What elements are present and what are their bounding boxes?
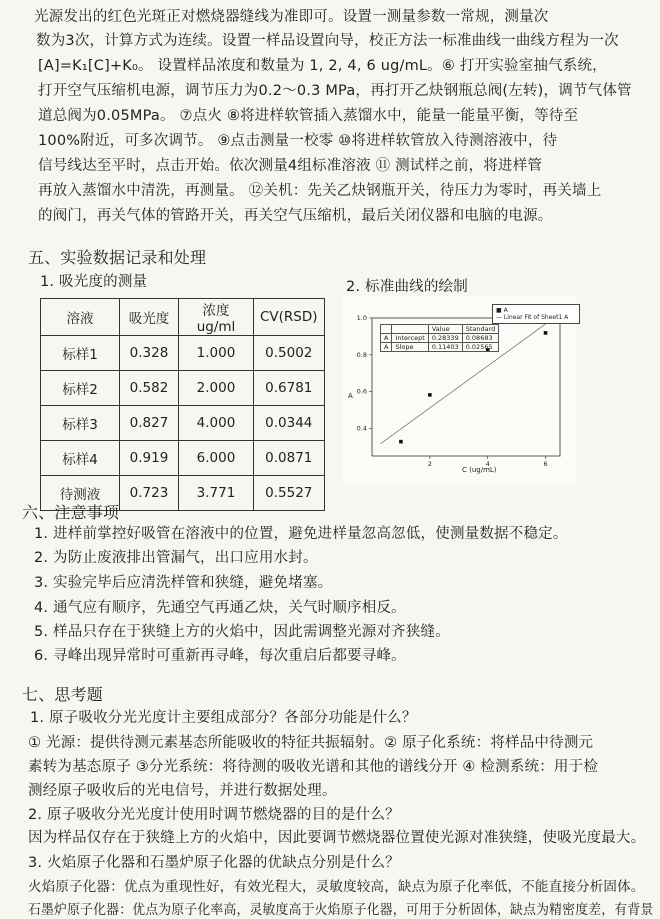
stats-cell: 0.02565 — [462, 343, 499, 352]
answer-line: 石墨炉原子化器：优点为原子化率高，灵敏度高于火焰原子化器，可用于分析固体，缺点为精密度差，有背景 — [28, 902, 654, 918]
table-cell: 3.771 — [179, 476, 254, 511]
calibration-chart — [342, 296, 576, 484]
table-cell: 0.6781 — [254, 371, 325, 406]
intro-line: 的阀门，再关气体的管路开关，再关空气压缩机，最后关闭仪器和电脑的电源。 — [38, 208, 553, 224]
stats-header — [392, 325, 428, 334]
data-point — [399, 440, 403, 444]
table-row — [41, 406, 325, 441]
absorbance-table — [40, 298, 325, 511]
intro-line: 再放入蒸馏水中清洗，再测量。 ⑫关机：先关乙炔钢瓶开关，待压力为零时，再关墙上 — [38, 183, 602, 199]
note-item: 1. 进样前掌控好吸管在溶液中的位置，避免进样量忽高忽低，使测量数据不稳定。 — [34, 526, 568, 542]
stats-cell: 0.08683 — [462, 334, 499, 343]
x-tick-label: 2 — [427, 460, 432, 468]
note-item: 5. 样品只存在于狭缝上方的火焰中，因此需调整光源对齐狭缝。 — [34, 624, 450, 640]
note-item: 3. 实验完毕后应清洗样管和狭缝，避免堵塞。 — [34, 575, 333, 591]
y-tick-label: 0.8 — [356, 350, 367, 359]
x-tick-label: 4 — [485, 460, 490, 468]
stats-cell: 0.28339 — [428, 334, 462, 343]
intro-line: [A]=K₁[C]+K₀。 设置样品浓度和数量为 1, 2, 4, 6 ug/mL。⑥ 打开实验室抽气系统， — [38, 58, 607, 74]
stats-row — [381, 334, 499, 343]
section5-sub2: 2. 标准曲线的绘制 — [346, 279, 468, 295]
question-line: 1. 原子吸收分光光度计主要组成部分？各部分功能是什么？ — [30, 710, 417, 726]
intro-line: 光源发出的红色光斑正对燃烧器缝线为准即可。设置一测量参数一常规，测量次 — [34, 9, 549, 25]
answer-line: 测经原子吸收后的光电信号，并进行数据处理。 — [28, 783, 337, 799]
table-cell: 0.723 — [120, 476, 179, 511]
table-cell: 标样4 — [41, 441, 120, 476]
question-line: 3. 火焰原子化器和石墨炉原子化器的优缺点分别是什么？ — [28, 855, 400, 871]
section5-sub1: 1. 吸光度的测量 — [40, 274, 148, 290]
legend-label: A — [503, 307, 508, 314]
note-item: 6. 寻峰出现异常时可重新再寻峰，每次重启后都要寻峰。 — [34, 648, 406, 664]
chart-ylabel: A — [348, 392, 353, 400]
intro-line: 数为3次，计算方式为连续。设置一样品设置向导，校正方法一标准曲线一曲线方程为一次 — [36, 33, 619, 49]
table-cell: 2.000 — [179, 371, 254, 406]
table-cell: 0.827 — [120, 406, 179, 441]
stats-row — [381, 343, 499, 352]
y-tick-label: 0.6 — [356, 387, 367, 396]
y-tick-label: 0.4 — [356, 424, 367, 433]
data-point — [428, 393, 432, 397]
stats-header: Value — [428, 325, 462, 334]
table-cell: 标样2 — [41, 371, 120, 406]
table-cell: 0.5527 — [254, 476, 325, 511]
table-cell: 0.0871 — [254, 441, 325, 476]
table-cell: 待测液 — [41, 476, 120, 511]
chart-xlabel: C (ug/mL) — [462, 466, 497, 474]
table-header: 溶液 — [41, 299, 120, 336]
table-cell: 1.000 — [179, 336, 254, 371]
intro-line: 打开空气压缩机电源，调节压力为0.2～0.3 MPa，再打开乙炔钢瓶总阀(左转)，调节气体管 — [38, 83, 632, 99]
x-tick-label: 6 — [543, 460, 548, 468]
stats-header — [381, 325, 392, 334]
table-cell: 0.0344 — [254, 406, 325, 441]
chart-legend — [492, 304, 580, 324]
note-item: 2. 为防止废液排出管漏气，出口应用水封。 — [34, 550, 318, 566]
note-item: 4. 通气应有顺序，先通空气再通乙炔，关气时顺序相反。 — [34, 600, 406, 616]
table-cell: 标样3 — [41, 406, 120, 441]
stats-cell: 0.11403 — [428, 343, 462, 352]
stats-cell: Slope — [392, 343, 428, 352]
stats-header: Standard — [462, 325, 499, 334]
table-cell: 标样1 — [41, 336, 120, 371]
table-header: 浓度ug/ml — [179, 299, 254, 336]
fit-stats-table — [380, 324, 499, 352]
table-header-row — [41, 299, 325, 336]
section5-title: 五、实验数据记录和处理 — [28, 248, 207, 267]
table-row — [41, 371, 325, 406]
table-cell: 4.000 — [179, 406, 254, 441]
stats-cell: A — [381, 343, 392, 352]
answer-line: 素转为基态原子 ③分光系统：将待测的吸收光谱和其他的谱线分开 ④ 检测系统：用于检 — [28, 759, 599, 775]
data-point — [544, 331, 548, 335]
intro-line: 100%附近，可多次调节。 ⑨点击测量一校零 ⑩将进样软管放入待测溶液中，待 — [38, 133, 558, 149]
table-cell: 6.000 — [179, 441, 254, 476]
table-row — [41, 336, 325, 371]
stats-cell: A — [381, 334, 392, 343]
intro-line: 信号线达至平时，点击开始。依次测量4组标准溶液 ⑪ 测试样之前，将进样管 — [38, 158, 543, 174]
answer-line: ① 光源：提供待测元素基态所能吸收的特征共振辐射。② 原子化系统：将样品中待测元 — [28, 735, 594, 751]
table-row — [41, 441, 325, 476]
table-header: 吸光度 — [120, 299, 179, 336]
legend-item-fit: — Linear Fit of Sheet1 A — [496, 314, 569, 321]
question-line: 2. 原子吸收分光光度计使用时调节燃烧器的目的是什么？ — [28, 807, 400, 823]
stats-cell: Intercept — [392, 334, 428, 343]
section7-title: 七、思考题 — [22, 685, 104, 704]
table-header: CV(RSD) — [254, 299, 325, 336]
answer-line: 因为样品仅存在于狭缝上方的火焰中，因此要调节燃烧器位置使光源对准狭缝，使吸光度最大。 — [28, 830, 646, 846]
y-tick-label: 1.0 — [356, 314, 367, 322]
table-cell: 0.919 — [120, 441, 179, 476]
legend-item-points: ■ A — [496, 307, 508, 314]
answer-line: 火焰原子化器：优点为重现性好，有效光程大，灵敏度较高，缺点为原子化率低，不能直接分析固体。 — [28, 879, 645, 895]
section6-title: 六、注意事项 — [22, 503, 120, 522]
intro-line: 道总阀为0.05MPa。 ⑦点火 ⑧将进样软管插入蒸馏水中，能量一能量平衡，等待至 — [38, 108, 579, 124]
table-cell: 0.582 — [120, 371, 179, 406]
stats-header-row — [381, 325, 499, 334]
table-cell: 0.5002 — [254, 336, 325, 371]
legend-label: Linear Fit of Sheet1 A — [503, 314, 569, 321]
table-cell: 0.328 — [120, 336, 179, 371]
